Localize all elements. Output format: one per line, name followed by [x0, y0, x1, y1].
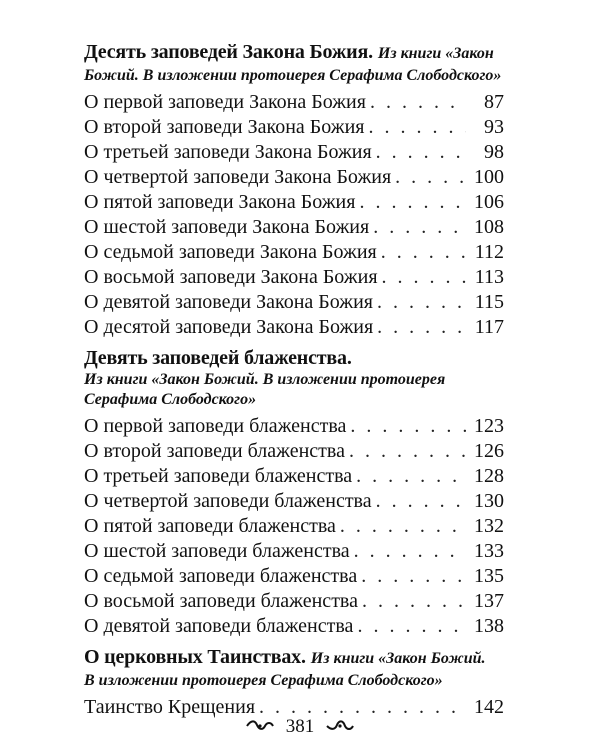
entry-title: О третьей заповеди блаженства	[84, 465, 353, 487]
entry-page: 123	[474, 415, 504, 437]
toc-entry[interactable]	[84, 589, 504, 614]
entry-page: 126	[474, 440, 504, 462]
toc-entry[interactable]	[84, 564, 504, 589]
section-heading	[84, 40, 504, 66]
entry-page: 93	[484, 116, 504, 138]
entry-page: 128	[474, 465, 504, 487]
entry-page: 115	[474, 291, 504, 313]
dot-leader	[370, 90, 466, 115]
entry-page: 137	[474, 590, 504, 612]
dot-leader	[362, 589, 466, 614]
dot-leader	[357, 614, 466, 639]
section-title: О церковных Таинствах.	[84, 646, 306, 668]
entry-title: О пятой заповеди блаженства	[84, 515, 336, 537]
entry-page: 106	[474, 191, 504, 213]
entry-page: 130	[474, 490, 504, 512]
entry-title: Таинство Крещения	[84, 696, 256, 718]
entry-page: 117	[474, 316, 504, 338]
dot-leader	[376, 140, 466, 165]
dot-leader	[376, 489, 466, 514]
entry-title: О четвертой заповеди Закона Божия	[84, 166, 392, 188]
toc-entry[interactable]	[84, 315, 504, 340]
entry-page: 132	[474, 515, 504, 537]
entry-title: О второй заповеди Закона Божия	[84, 116, 365, 138]
entry-title: О первой заповеди Закона Божия	[84, 91, 366, 113]
entry-title: О шестой заповеди блаженства	[84, 540, 350, 562]
dot-leader	[349, 439, 466, 464]
entry-title: О восьмой заповеди блаженства	[84, 590, 358, 612]
entry-page: 112	[474, 241, 504, 263]
section-source-continued: Божий. В изложении протоиерея Серафима Слободского»	[84, 67, 502, 84]
toc-entry[interactable]	[84, 539, 504, 564]
entry-page: 142	[474, 696, 504, 718]
entry-title: О восьмой заповеди Закона Божия	[84, 266, 378, 288]
entry-page: 113	[474, 266, 504, 288]
section-source-continued: В изложении протоиерея Серафима Слободского»	[84, 672, 443, 689]
entry-page: 133	[474, 540, 504, 562]
entry-title: О третьей заповеди Закона Божия	[84, 141, 372, 163]
dot-leader	[340, 514, 466, 539]
dot-leader	[382, 265, 466, 290]
entry-title: О четвертой заповеди блаженства	[84, 490, 372, 512]
toc-section	[84, 346, 504, 639]
toc-entry[interactable]	[84, 265, 504, 290]
dot-leader	[361, 564, 466, 589]
toc-entry[interactable]	[84, 464, 504, 489]
entry-page: 100	[474, 166, 504, 188]
section-heading	[84, 346, 504, 370]
entry-title: О девятой заповеди Закона Божия	[84, 291, 373, 313]
ornament-flourish-icon	[245, 715, 275, 739]
entry-title: О десятой заповеди Закона Божия	[84, 316, 374, 338]
dot-leader	[377, 290, 466, 315]
toc-entry[interactable]	[84, 165, 504, 190]
section-source: Из книги «Закон Божий. В изложении протоиерея	[84, 371, 446, 388]
dot-leader	[377, 315, 466, 340]
toc-entry[interactable]	[84, 190, 504, 215]
dot-leader	[354, 539, 466, 564]
toc-entry[interactable]	[84, 215, 504, 240]
entry-page: 108	[474, 216, 504, 238]
section-title: Девять заповедей блаженства.	[84, 347, 352, 369]
toc-entry[interactable]	[84, 514, 504, 539]
dot-leader	[359, 190, 466, 215]
toc-entry[interactable]	[84, 90, 504, 115]
entry-title: О седьмой заповеди Закона Божия	[84, 241, 377, 263]
toc-entry[interactable]	[84, 439, 504, 464]
toc-section	[84, 645, 504, 720]
dot-leader	[350, 414, 466, 439]
entry-page: 135	[474, 565, 504, 587]
dot-leader	[369, 115, 467, 140]
toc-entry[interactable]	[84, 240, 504, 265]
entry-page: 87	[484, 91, 504, 113]
entry-page: 138	[474, 615, 504, 637]
page-number: 381	[285, 715, 315, 737]
section-source: Из книги «Закон	[377, 45, 494, 62]
entry-title: О девятой заповеди блаженства	[84, 615, 354, 637]
section-heading	[84, 645, 504, 671]
toc-entry[interactable]	[84, 489, 504, 514]
dot-leader	[373, 215, 466, 240]
dot-leader	[356, 464, 466, 489]
section-source: Из книги «Закон Божий.	[310, 650, 486, 667]
toc-entry[interactable]	[84, 115, 504, 140]
entry-title: О пятой заповеди Закона Божия	[84, 191, 356, 213]
ornament-flourish-icon	[325, 715, 355, 739]
toc-entry[interactable]	[84, 290, 504, 315]
dot-leader	[381, 240, 466, 265]
toc-entry[interactable]	[84, 140, 504, 165]
section-source-continued: Серафима Слободского»	[84, 391, 257, 408]
section-title: Десять заповедей Закона Божия.	[84, 41, 373, 63]
dot-leader	[395, 165, 466, 190]
entry-title: О первой заповеди блаженства	[84, 415, 347, 437]
toc-entry[interactable]	[84, 614, 504, 639]
entry-title: О седьмой заповеди блаженства	[84, 565, 358, 587]
entry-title: О второй заповеди блаженства	[84, 440, 345, 462]
toc-section	[84, 40, 504, 340]
entry-page: 98	[484, 141, 504, 163]
entry-title: О шестой заповеди Закона Божия	[84, 216, 370, 238]
page-footer	[0, 714, 600, 739]
toc-entry[interactable]	[84, 414, 504, 439]
table-of-contents	[84, 40, 504, 720]
